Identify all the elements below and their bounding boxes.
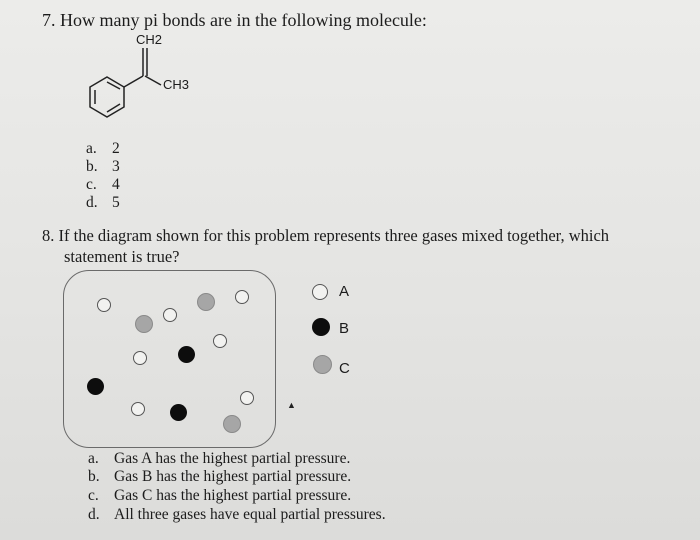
methyl-bond xyxy=(145,76,161,85)
q7-option-b: b. 3 xyxy=(86,158,120,175)
gas-b-particle xyxy=(87,378,104,395)
legend-b-label: B xyxy=(339,320,350,337)
legend-a-icon xyxy=(312,284,328,300)
q8-answer-c: c. Gas C has the highest partial pressure. xyxy=(88,487,352,504)
legend-c-icon xyxy=(313,355,332,374)
gas-c-particle xyxy=(223,415,241,433)
question-8-title-line1: 8. If the diagram shown for this problem represents three gases mixed together, which xyxy=(42,226,610,245)
gas-a-particle xyxy=(133,351,147,365)
gas-a-particle xyxy=(240,391,254,405)
legend-a-label: A xyxy=(339,283,350,300)
question-7-title: 7. How many pi bonds are in the following molecule: xyxy=(42,10,427,30)
q8-answer-a: a. Gas A has the highest partial pressure. xyxy=(88,450,351,467)
q8-answer-d: d. All three gases have equal partial pressures. xyxy=(88,506,386,523)
gas-c-particle xyxy=(135,315,153,333)
q7-option-a: a. 2 xyxy=(86,140,120,157)
gas-c-particle xyxy=(197,293,215,311)
chain-bond xyxy=(124,76,143,87)
gas-a-particle xyxy=(97,298,111,312)
gas-mixture-box xyxy=(63,270,276,448)
gas-b-particle xyxy=(170,404,187,421)
gas-a-particle xyxy=(235,290,249,304)
gas-b-particle xyxy=(178,346,195,363)
question-8-title-line2: statement is true? xyxy=(64,247,180,266)
legend-c-label: C xyxy=(339,360,350,377)
q7-option-d: d. 5 xyxy=(86,194,120,211)
gas-a-particle xyxy=(213,334,227,348)
ch2-label: CH2 xyxy=(136,32,163,47)
cursor-icon: ▲ xyxy=(287,400,296,410)
ch3-label: CH3 xyxy=(163,77,190,92)
q8-answer-b: b. Gas B has the highest partial pressure. xyxy=(88,468,352,485)
legend-b-icon xyxy=(312,318,330,336)
gas-a-particle xyxy=(131,402,145,416)
gas-a-particle xyxy=(163,308,177,322)
q7-option-c: c. 4 xyxy=(86,176,120,193)
